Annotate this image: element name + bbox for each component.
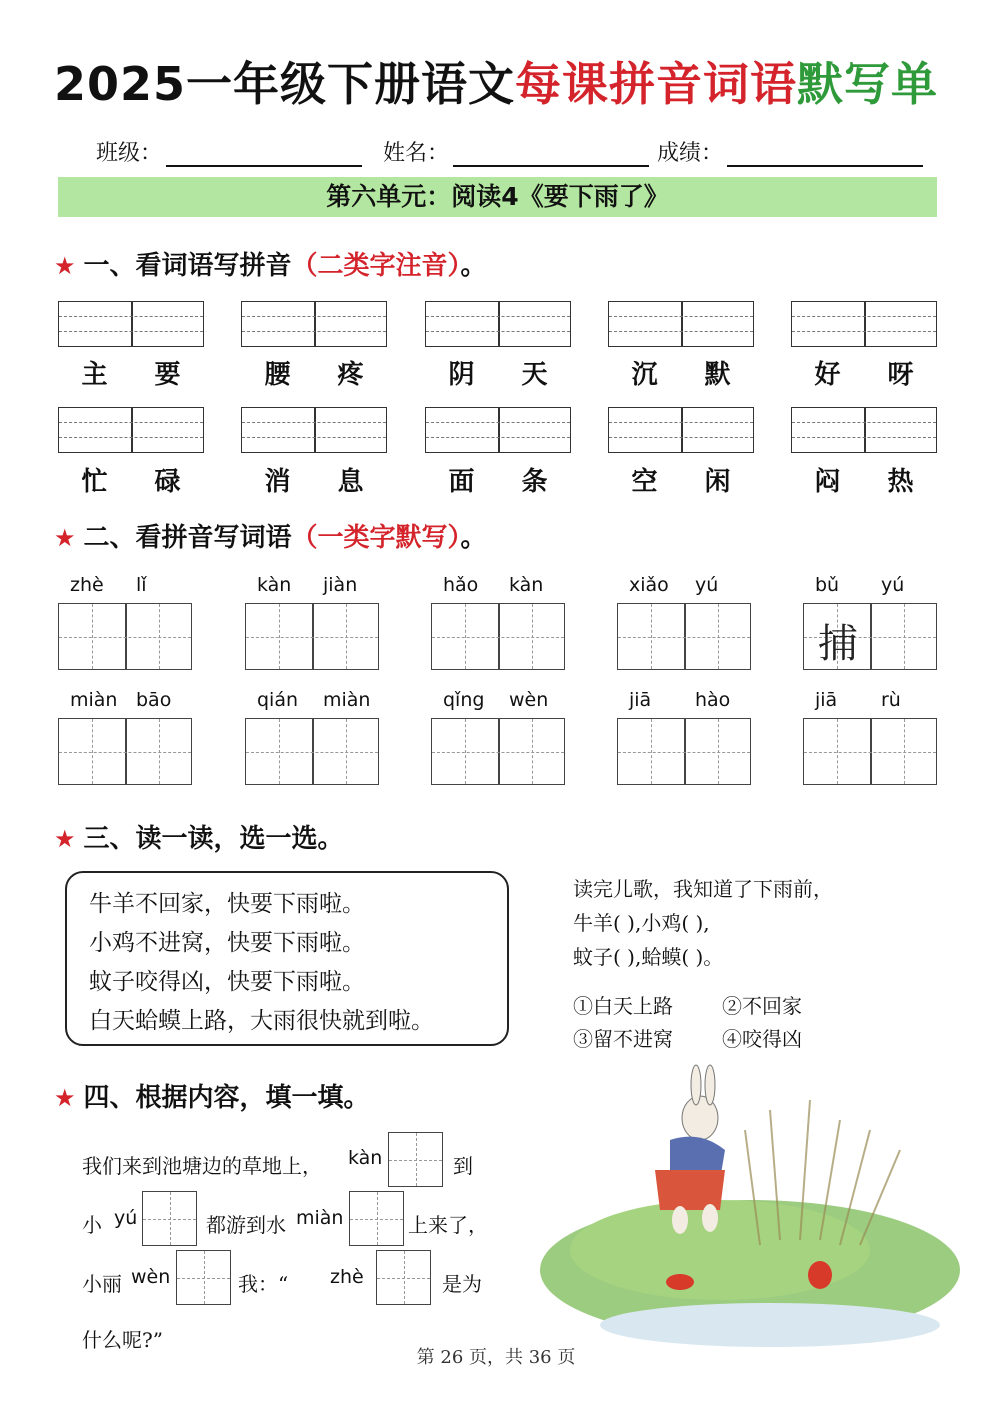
word-pair: [791, 461, 937, 498]
character-answer-box[interactable]: [245, 718, 379, 785]
character-answer-box[interactable]: [58, 718, 192, 785]
title-part1: 2025一年级下册语文: [53, 57, 516, 111]
fill-text: 上来了，: [408, 1213, 488, 1237]
title-part2: 每课拼音词语: [515, 57, 798, 111]
section2-heading: ★ 二、看拼音写词语（一类字默写）。: [54, 523, 487, 553]
prefilled-char: 捕: [818, 621, 858, 667]
pinyin-label: qián: [257, 689, 299, 711]
pinyin-label: bǔ: [815, 574, 840, 596]
word-pair: [241, 354, 387, 391]
word-char: 疼: [337, 360, 364, 390]
word-pair: [425, 354, 571, 391]
word-char: 默: [704, 360, 731, 390]
pinyin-label: yú: [881, 574, 905, 596]
poem-line: 牛羊不回家，快要下雨啦。: [89, 891, 365, 917]
pinyin-answer-box[interactable]: [58, 301, 204, 347]
word-char: 息: [337, 467, 364, 497]
poem-line: 小鸡不进窝，快要下雨啦。: [89, 930, 365, 956]
name-label: 姓名：: [383, 141, 450, 166]
word-pair: [425, 461, 571, 498]
character-answer-box[interactable]: [803, 603, 937, 670]
pinyin-answer-box[interactable]: [791, 407, 937, 453]
option-4: ④咬得凶: [722, 1027, 802, 1051]
pinyin-label: jiā: [815, 689, 838, 711]
word-pair: [58, 354, 204, 391]
question-line: 读完儿歌，我知道了下雨前，: [573, 877, 833, 901]
pinyin-label: qǐng: [443, 689, 485, 711]
pinyin-label: zhè: [70, 574, 104, 596]
character-answer-box[interactable]: [431, 603, 565, 670]
star-icon: ★: [54, 825, 76, 853]
pinyin-label: hǎo: [443, 574, 479, 596]
pinyin-label: kàn: [509, 574, 544, 596]
score-field[interactable]: [657, 136, 923, 167]
word-char: 主: [81, 360, 108, 390]
character-answer-box[interactable]: [431, 718, 565, 785]
word-pair: [608, 461, 754, 498]
character-answer-box[interactable]: [58, 603, 192, 670]
pinyin-answer-box[interactable]: [241, 407, 387, 453]
pinyin-answer-box[interactable]: [425, 301, 571, 347]
word-char: 好: [814, 360, 841, 390]
fill-text: 到: [453, 1154, 473, 1178]
word-pair: [241, 461, 387, 498]
fill-text: 我们来到池塘边的草地上，: [82, 1154, 322, 1178]
character-answer-box[interactable]: [803, 718, 937, 785]
answer-box[interactable]: [388, 1132, 443, 1187]
word-char: 闷: [814, 467, 841, 497]
poem-box: [65, 871, 509, 1046]
star-icon: ★: [54, 524, 76, 552]
word-char: 沉: [631, 360, 658, 390]
page-title: [0, 48, 992, 114]
fill-pinyin: kàn: [348, 1147, 383, 1169]
pinyin-label: miàn: [70, 689, 118, 711]
question-line[interactable]: 牛羊( ),小鸡( ),: [573, 911, 710, 935]
fill-pinyin: zhè: [330, 1266, 364, 1288]
poem-line: 白天蛤蟆上路，大雨很快就到啦。: [89, 1008, 434, 1034]
pinyin-answer-box[interactable]: [791, 301, 937, 347]
pinyin-label: kàn: [257, 574, 292, 596]
word-pair: [791, 354, 937, 391]
score-label: 成绩：: [657, 141, 724, 166]
page-footer: 第 26 页，共 36 页: [416, 1347, 576, 1368]
pinyin-answer-box[interactable]: [608, 407, 754, 453]
answer-box[interactable]: [142, 1191, 197, 1246]
poem-line: 蚊子咬得凶，快要下雨啦。: [89, 969, 365, 995]
fill-text: 我：“: [238, 1272, 289, 1296]
fill-pinyin: wèn: [131, 1266, 171, 1288]
pinyin-label: rù: [881, 689, 901, 711]
word-char: 空: [631, 467, 658, 497]
pinyin-label: xiǎo: [629, 574, 669, 596]
section4-heading: ★ 四、根据内容，填一填。: [54, 1083, 370, 1113]
word-char: 忙: [81, 467, 108, 497]
pinyin-label: jiā: [629, 689, 652, 711]
section3-heading: ★ 三、读一读，选一选。: [54, 824, 344, 854]
pinyin-label: yú: [695, 574, 719, 596]
option-3: ③留不进窝: [573, 1027, 673, 1051]
option-1: ①白天上路: [573, 994, 673, 1018]
answer-box[interactable]: [376, 1250, 431, 1305]
character-answer-box[interactable]: [617, 718, 751, 785]
word-char: 要: [154, 360, 181, 390]
word-pair: [58, 461, 204, 498]
pinyin-label: wèn: [509, 689, 549, 711]
pinyin-answer-box[interactable]: [425, 407, 571, 453]
fill-text: 什么呢?”: [82, 1328, 163, 1352]
word-char: 腰: [264, 360, 291, 390]
class-field[interactable]: [96, 136, 362, 167]
pinyin-label: lǐ: [136, 574, 147, 596]
unit-banner: 第六单元：阅读4《要下雨了》: [58, 177, 937, 217]
word-char: 条: [521, 467, 548, 497]
pinyin-label: miàn: [323, 689, 371, 711]
answer-box[interactable]: [176, 1250, 231, 1305]
name-field[interactable]: [383, 136, 649, 167]
fill-text: 小: [82, 1213, 102, 1237]
pinyin-answer-box[interactable]: [58, 407, 204, 453]
word-char: 阴: [448, 360, 475, 390]
word-char: 消: [264, 467, 291, 497]
pinyin-label: jiàn: [323, 574, 358, 596]
pinyin-label: hào: [695, 689, 731, 711]
word-char: 碌: [154, 467, 181, 497]
rabbit-illustration: [520, 1050, 960, 1350]
pinyin-label: bāo: [136, 689, 172, 711]
fill-text: 都游到水: [206, 1213, 286, 1237]
question-line[interactable]: 蚊子( ),蛤蟆( )。: [573, 945, 724, 969]
fill-text: 小丽: [82, 1272, 122, 1296]
word-char: 面: [448, 467, 475, 497]
star-icon: ★: [54, 1084, 76, 1112]
word-char: 热: [887, 467, 914, 497]
section1-heading: ★ 一、看词语写拼音（二类字注音）。: [54, 251, 487, 281]
fill-text: 是为: [442, 1272, 482, 1296]
word-char: 闲: [704, 467, 731, 497]
word-char: 天: [521, 360, 548, 390]
character-answer-box[interactable]: [245, 603, 379, 670]
title-part3: 默写单: [797, 57, 939, 111]
character-answer-box[interactable]: [617, 603, 751, 670]
class-label: 班级：: [96, 141, 163, 166]
pinyin-answer-box[interactable]: [241, 301, 387, 347]
star-icon: ★: [54, 252, 76, 280]
fill-pinyin: miàn: [296, 1207, 344, 1229]
answer-box[interactable]: [349, 1191, 404, 1246]
word-pair: [608, 354, 754, 391]
option-2: ②不回家: [722, 994, 802, 1018]
pinyin-answer-box[interactable]: [608, 301, 754, 347]
word-char: 呀: [887, 360, 914, 390]
fill-pinyin: yú: [114, 1207, 138, 1229]
